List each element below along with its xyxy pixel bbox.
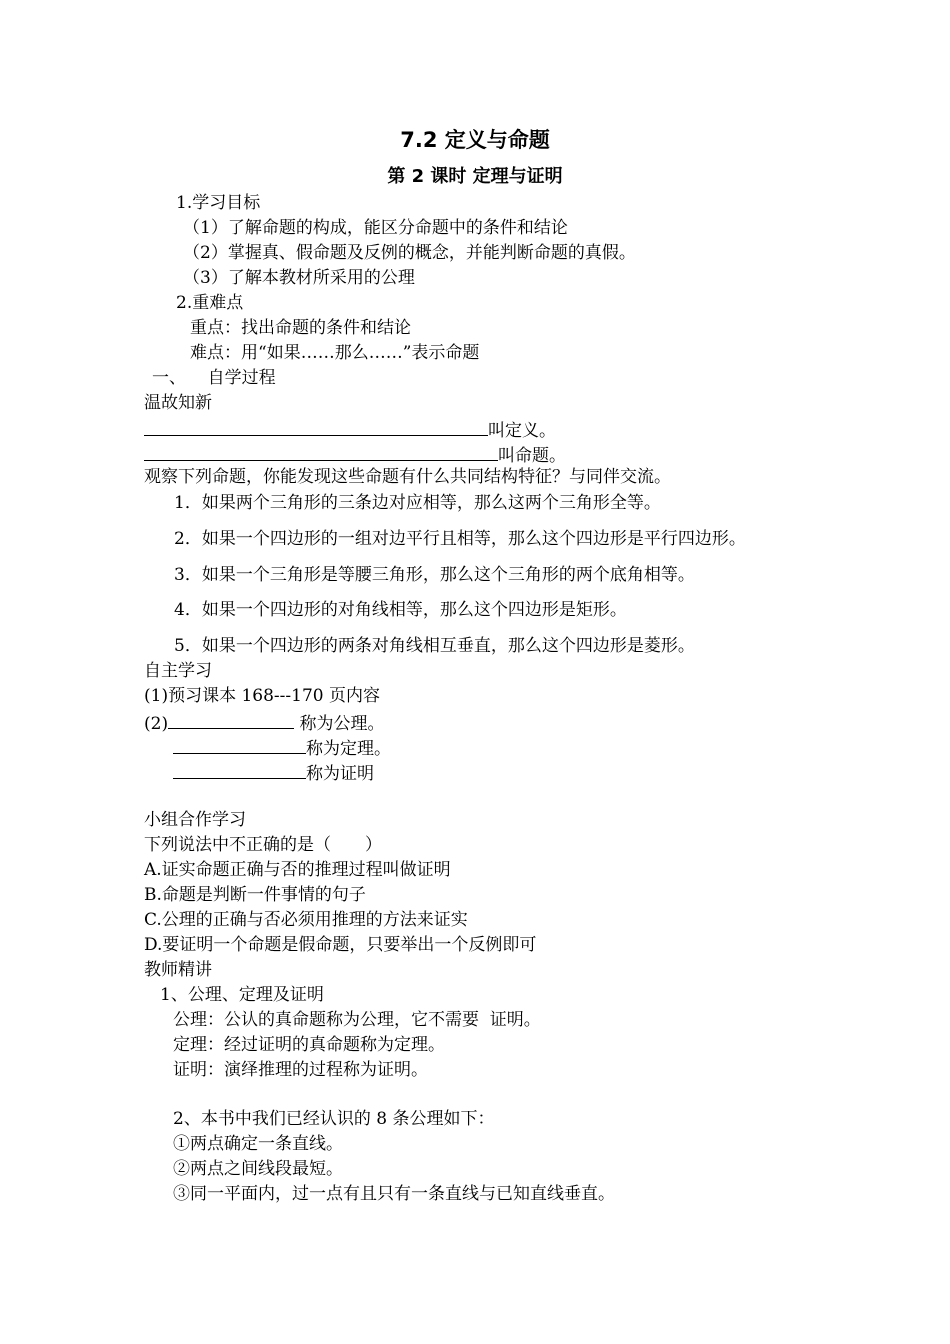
key-points-heading: 2.重难点	[176, 293, 244, 313]
group-heading: 小组合作学习	[144, 810, 246, 830]
proposition-item: 1．如果两个三角形的三条边对应相等，那么这两个三角形全等。	[174, 493, 661, 513]
part2-heading: 2、本书中我们已经认识的 8 条公理如下：	[173, 1109, 495, 1129]
definition-suffix: 叫定义。	[488, 421, 556, 441]
axiom-fill-line	[144, 713, 385, 733]
part1-heading: 1、公理、定理及证明	[160, 985, 324, 1005]
proof-suffix: 称为证明	[306, 764, 374, 784]
goals-heading: 1.学习目标	[176, 193, 261, 213]
theorem-suffix: 称为定理。	[306, 739, 391, 759]
key-point-difficulty: 难点：用“如果……那么……”表示命题	[190, 343, 480, 363]
document-subtitle: 第 2 课时 定理与证明	[387, 166, 563, 187]
section-heading: 一、 自学过程	[152, 368, 276, 388]
definition-blank[interactable]	[144, 420, 488, 436]
proposition-item: 5．如果一个四边形的两条对角线相互垂直，那么这个四边形是菱形。	[174, 636, 695, 656]
goal-item: （2）掌握真、假命题及反例的概念，并能判断命题的真假。	[183, 243, 636, 263]
option-c: C.公理的正确与否必须用推理的方法来证实	[144, 910, 468, 930]
proposition-item: 4．如果一个四边形的对角线相等，那么这个四边形是矩形。	[174, 600, 627, 620]
proposition-blank[interactable]	[144, 445, 498, 461]
axiom-item: ③同一平面内，过一点有且只有一条直线与已知直线垂直。	[173, 1184, 615, 1204]
option-d: D.要证明一个命题是假命题，只要举出一个反例即可	[144, 935, 537, 955]
proposition-item: 2．如果一个四边形的一组对边平行且相等，那么这个四边形是平行四边形。	[174, 529, 746, 549]
axiom-suffix: 称为公理。	[294, 714, 385, 734]
theorem-definition: 定理：经过证明的真命题称为定理。	[173, 1035, 445, 1055]
proof-definition: 证明：演绎推理的过程称为证明。	[173, 1060, 428, 1080]
axiom-blank[interactable]	[168, 713, 294, 729]
theorem-blank[interactable]	[173, 738, 306, 754]
goal-item: （3）了解本教材所采用的公理	[183, 268, 415, 288]
option-b: B.命题是判断一件事情的句子	[144, 885, 366, 905]
option-a: A.证实命题正确与否的推理过程叫做证明	[144, 860, 451, 880]
proposition-suffix: 叫命题。	[498, 446, 566, 466]
review-heading: 温故知新	[144, 393, 212, 413]
key-point-focus: 重点：找出命题的条件和结论	[190, 318, 411, 338]
preview-task: (1)预习课本 168---170 页内容	[144, 686, 381, 706]
self-study-heading: 自主学习	[144, 661, 212, 681]
proof-fill-line	[173, 763, 374, 783]
axiom-item: ②两点之间线段最短。	[173, 1159, 343, 1179]
axiom-definition: 公理：公认的真命题称为公理，它不需要 证明。	[173, 1010, 541, 1030]
proposition-fill-line	[144, 445, 566, 465]
fill-prefix: (2)	[144, 714, 169, 734]
group-question: 下列说法中不正确的是（ ）	[144, 835, 382, 855]
proof-blank[interactable]	[173, 763, 306, 779]
theorem-fill-line	[173, 738, 391, 758]
document-title: 7.2 定义与命题	[400, 128, 550, 152]
observe-prompt: 观察下列命题，你能发现这些命题有什么共同结构特征？与同伴交流。	[144, 467, 671, 487]
teacher-heading: 教师精讲	[144, 960, 212, 980]
proposition-item: 3．如果一个三角形是等腰三角形，那么这个三角形的两个底角相等。	[174, 565, 695, 585]
axiom-item: ①两点确定一条直线。	[173, 1134, 343, 1154]
definition-fill-line	[144, 420, 556, 440]
goal-item: （1）了解命题的构成，能区分命题中的条件和结论	[183, 218, 568, 238]
